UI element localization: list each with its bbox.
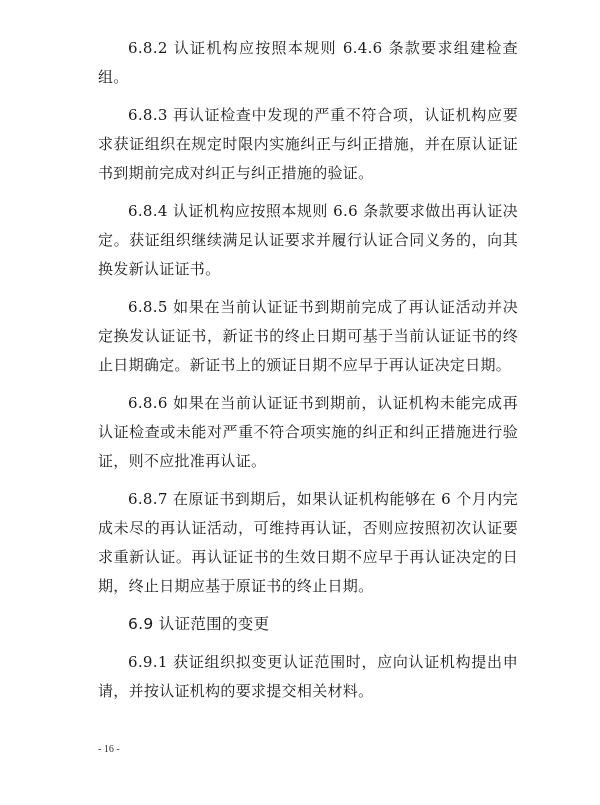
paragraph-6-8-7: 6.8.7 在原证书到期后，如果认证机构能够在 6 个月内完成未尽的再认证活动，可维持再认证，否则应按照初次认证要求重新认证。再认证证书的生效日期不应早于再认证决定的日期，终止日期应基于原证书的终止日期。 xyxy=(98,490,518,595)
page-number: - 16 - xyxy=(98,744,120,755)
paragraph-6-8-2: 6.8.2 认证机构应按照本规则 6.4.6 条款要求组建检查组。 xyxy=(98,39,518,86)
paragraph-6-8-3: 6.8.3 再认证检查中发现的严重不符合项，认证机构应要求获证组织在规定时限内实施纠正与纠正措施，并在原认证证书到期前完成对纠正与纠正措施的验证。 xyxy=(98,106,518,182)
paragraph-6-9-1: 6.9.1 获证组织拟变更认证范围时，应向认证机构提出申请，并按认证机构的要求提交相关材料。 xyxy=(98,653,518,700)
paragraph-6-8-4: 6.8.4 认证机构应按照本规则 6.6 条款要求做出再认证决定。获证组织继续满足认证要求并履行认证合同义务的，向其换发新认证证书。 xyxy=(98,202,518,278)
document-body xyxy=(98,34,518,715)
paragraph-6-8-6: 6.8.6 如果在当前认证证书到期前，认证机构未能完成再认证检查或未能对严重不符合项实施的纠正和纠正措施进行验证，则不应批准再认证。 xyxy=(98,394,518,470)
section-heading-6-9: 6.9 认证范围的变更 xyxy=(128,615,270,633)
paragraph-6-8-5: 6.8.5 如果在当前认证证书到期前完成了再认证活动并决定换发认证证书，新证书的终止日期可基于当前认证证书的终止日期确定。新证书上的颁证日期不应早于再认证决定日期。 xyxy=(98,298,518,374)
